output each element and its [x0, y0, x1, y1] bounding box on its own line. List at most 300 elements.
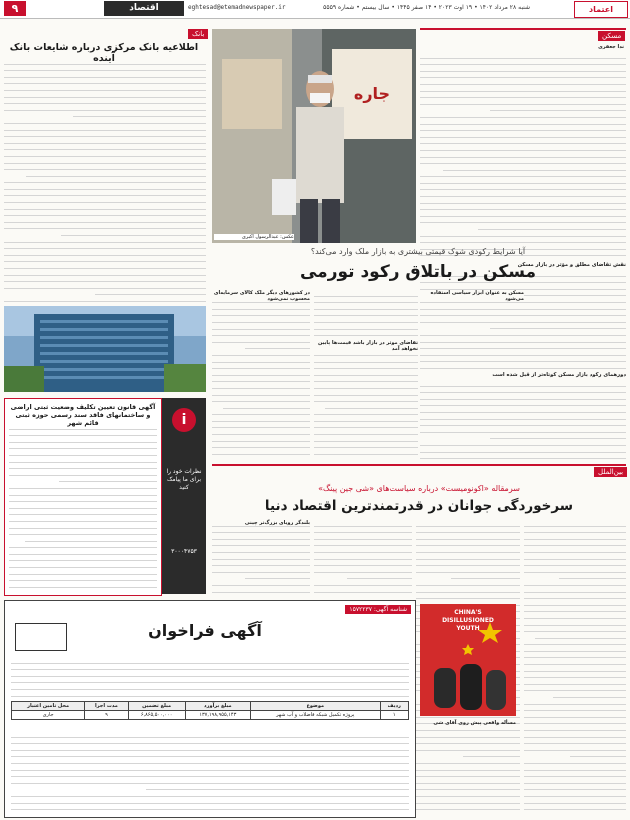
text-line	[11, 790, 409, 797]
text-line	[4, 282, 206, 289]
text-line	[11, 677, 409, 684]
section-title: اقتصاد	[104, 1, 184, 16]
text-line	[212, 586, 310, 593]
text-line	[420, 230, 626, 237]
housing-headline: مسکن در باتلاق رکود تورمی	[299, 262, 537, 282]
text-line	[212, 382, 310, 389]
text-line	[451, 573, 520, 580]
text-line	[9, 555, 157, 562]
economist-cover	[420, 604, 516, 716]
text-line	[420, 387, 626, 394]
page-number: ۹	[4, 1, 26, 16]
text-line	[420, 197, 626, 204]
text-line	[4, 117, 206, 124]
text-line	[416, 757, 520, 764]
text-line	[9, 423, 157, 430]
text-line	[416, 586, 520, 593]
text-line	[314, 560, 412, 567]
text-line	[314, 369, 418, 376]
text-line	[4, 203, 206, 210]
text-line	[9, 575, 157, 582]
text-line	[524, 685, 626, 692]
text-line	[416, 738, 520, 745]
municipality-logo	[15, 623, 67, 651]
text-line	[212, 428, 310, 435]
text-line	[4, 65, 206, 72]
photo-credit: عکس: عبدالرسول اکبری	[214, 234, 294, 240]
text-line	[212, 533, 310, 540]
text-line	[416, 533, 520, 540]
text-line	[73, 111, 206, 118]
text-line	[416, 790, 520, 797]
text-line	[9, 561, 157, 568]
text-line	[416, 520, 520, 527]
text-line	[478, 223, 626, 230]
center-col-b	[314, 290, 418, 460]
text-line	[4, 104, 206, 111]
intl-col-d	[524, 520, 626, 810]
text-line	[524, 527, 626, 534]
central-bank-photo	[4, 306, 206, 392]
right-article-3	[420, 380, 626, 460]
text-line	[4, 71, 206, 78]
text-line	[9, 489, 157, 496]
text-line	[416, 731, 520, 738]
rule	[420, 28, 626, 30]
text-line	[314, 422, 418, 429]
text-line	[25, 535, 157, 542]
text-line	[420, 138, 626, 145]
text-line	[314, 520, 412, 527]
tag-housing: مسکن	[598, 31, 625, 41]
text-line	[4, 183, 206, 190]
text-line	[420, 256, 626, 260]
text-line	[524, 626, 626, 633]
text-line	[9, 463, 157, 470]
text-line	[420, 336, 626, 343]
text-line	[4, 256, 206, 263]
text-line	[524, 560, 626, 567]
bank-article-body	[4, 58, 206, 320]
text-line	[4, 164, 206, 171]
notice-body	[9, 423, 157, 591]
rule-intl	[212, 464, 626, 466]
text-line	[416, 553, 520, 560]
sub-chinese-dream: بلندگر رویای بزرگ‌تر چینی	[212, 520, 310, 526]
tender-terms	[11, 731, 409, 811]
text-line	[524, 731, 626, 738]
text-line	[4, 91, 206, 98]
text-line	[11, 670, 409, 677]
table-cell: ۶,۸۶۵,۵۰۰,۰۰۰	[128, 711, 185, 720]
text-line	[223, 402, 310, 409]
text-line	[212, 422, 310, 429]
text-line	[524, 540, 626, 547]
text-line	[416, 579, 520, 586]
text-line	[420, 369, 626, 370]
text-line	[524, 698, 626, 705]
text-line	[4, 190, 206, 197]
text-line	[314, 376, 418, 383]
text-line	[9, 430, 157, 437]
text-line	[212, 540, 310, 547]
table-header-cell: ردیف	[380, 702, 408, 711]
table-header-cell: موضوع	[251, 702, 381, 711]
text-line	[212, 356, 310, 363]
text-line	[420, 426, 626, 433]
text-line	[212, 448, 310, 455]
text-line	[420, 459, 626, 460]
text-line	[524, 579, 626, 586]
text-line	[314, 586, 412, 593]
text-line	[416, 566, 520, 573]
text-line	[524, 533, 626, 540]
tender-table	[11, 701, 409, 720]
text-line	[524, 652, 626, 659]
text-line	[420, 151, 626, 158]
text-line	[314, 448, 418, 455]
text-line	[4, 216, 206, 223]
text-line	[314, 435, 418, 442]
text-line	[524, 586, 626, 593]
text-line	[490, 433, 626, 440]
table-cell: پروژه تکمیل شبکه فاضلاب و آب شهر	[251, 711, 381, 720]
svg-text:DISILLUSIONED: DISILLUSIONED	[442, 617, 494, 624]
text-line	[9, 469, 157, 476]
intl-headline: سرخوردگی جوانان در قدرتمندترین اقتصاد دنیا	[264, 498, 574, 514]
text-line	[212, 316, 310, 323]
text-line	[524, 619, 626, 626]
text-line	[314, 297, 418, 304]
text-line	[420, 362, 626, 369]
text-line	[314, 533, 412, 540]
text-line	[420, 303, 626, 310]
text-line	[420, 237, 626, 244]
text-line	[420, 217, 626, 224]
text-line	[490, 105, 626, 112]
text-line	[4, 150, 206, 157]
text-line	[420, 72, 626, 79]
text-line	[4, 177, 206, 184]
tender-intro	[11, 657, 409, 697]
text-line	[524, 764, 626, 771]
text-line	[524, 553, 626, 560]
text-line	[212, 363, 310, 370]
text-line	[420, 356, 626, 363]
text-line	[325, 402, 418, 409]
text-line	[420, 131, 626, 138]
text-line	[212, 310, 310, 317]
text-line	[11, 744, 409, 751]
sub-capital-good: در کشورهای دیگر ملک کالای سرمایه‌ای محسوب نمی‌شود	[213, 290, 310, 302]
text-line	[9, 568, 157, 575]
text-line	[4, 144, 206, 151]
table-cell: ۹	[85, 711, 128, 720]
intl-kicker: سرمقاله «اکونومیست» درباره سیاست‌های «شی جین پینگ»	[318, 484, 520, 493]
text-line	[212, 546, 310, 553]
text-line	[490, 323, 626, 330]
intl-col-a	[212, 520, 310, 596]
svg-text:جاره: جاره	[353, 84, 391, 103]
text-line	[212, 396, 310, 403]
text-line	[4, 98, 206, 105]
text-line	[4, 236, 206, 243]
bank-headline: اطلاعیه بانک مرکزی درباره شایعات بانک آینده	[9, 42, 199, 64]
text-line	[420, 349, 626, 356]
text-line	[416, 744, 520, 751]
text-line	[9, 449, 157, 456]
sub-political-tool: مسکن به عنوان ابزار سیاسی استفاده می‌شود	[420, 290, 524, 302]
text-line	[416, 560, 520, 567]
text-line	[212, 560, 310, 567]
text-line	[314, 442, 418, 449]
text-line	[11, 757, 409, 764]
text-line	[9, 482, 157, 489]
text-line	[314, 396, 418, 403]
text-line	[4, 243, 206, 250]
text-line	[524, 797, 626, 804]
center-col-a	[212, 290, 310, 460]
text-line	[212, 323, 310, 330]
text-line	[245, 343, 310, 350]
table-header-cell: محل تامین اعتبار	[12, 702, 85, 711]
text-line	[347, 573, 412, 580]
text-line	[416, 546, 520, 553]
text-line	[524, 593, 626, 600]
text-line	[314, 546, 412, 553]
text-line	[11, 751, 409, 758]
text-line	[11, 731, 409, 738]
text-line	[11, 738, 409, 745]
text-line	[420, 118, 626, 125]
text-line	[212, 330, 310, 337]
text-line	[11, 777, 409, 784]
text-line	[524, 599, 626, 606]
text-line	[420, 171, 626, 178]
housing-kicker: آیا شرایط رکودی شوک قیمتی بیشتری به بازار ملک وارد می‌کند؟	[310, 247, 526, 256]
text-line	[420, 111, 626, 118]
text-line	[212, 593, 310, 596]
text-line	[524, 520, 626, 527]
text-line	[4, 84, 206, 91]
text-line	[416, 540, 520, 547]
text-line	[314, 579, 412, 586]
text-line	[420, 85, 626, 92]
sub-demand: نقش تقاضای مطلق و مؤثر در بازار مسکن	[517, 262, 626, 268]
text-line	[420, 190, 626, 197]
text-line	[524, 665, 626, 672]
text-line	[420, 400, 626, 407]
text-line	[420, 144, 626, 151]
text-line	[420, 439, 626, 446]
text-line	[524, 672, 626, 679]
text-line	[212, 553, 310, 560]
table-header-cell: مدت اجرا	[85, 702, 128, 711]
tender-ad	[4, 600, 416, 818]
text-line	[314, 428, 418, 435]
text-line	[314, 415, 418, 422]
text-line	[4, 295, 206, 302]
text-line	[524, 784, 626, 791]
right-article-2	[420, 270, 626, 370]
text-line	[11, 657, 409, 664]
table-header-cell: مبلغ برآورد	[185, 702, 250, 711]
text-line	[9, 529, 157, 536]
text-line	[524, 606, 626, 613]
text-line	[314, 356, 418, 363]
text-line	[420, 78, 626, 85]
text-line	[416, 804, 520, 810]
tag-bank: بانک	[188, 29, 208, 39]
text-line	[420, 92, 626, 99]
text-line	[416, 593, 520, 600]
text-line	[314, 593, 412, 596]
text-line	[9, 515, 157, 522]
text-line	[420, 316, 626, 323]
sms-number: ۳۰۰۰۴۷۵۳	[171, 548, 197, 555]
text-line	[9, 502, 157, 509]
text-line	[146, 784, 409, 791]
text-line	[524, 658, 626, 665]
text-line	[416, 764, 520, 771]
text-line	[26, 170, 206, 177]
info-icon: i	[172, 408, 196, 432]
tag-intl: بین‌الملل	[594, 467, 627, 477]
text-line	[524, 645, 626, 652]
text-line	[11, 810, 409, 811]
text-line	[570, 751, 626, 758]
text-line	[314, 540, 412, 547]
text-line	[212, 442, 310, 449]
text-line	[4, 137, 206, 144]
text-line	[9, 436, 157, 443]
text-line	[9, 496, 157, 503]
text-line	[416, 771, 520, 778]
right-article-1	[420, 52, 626, 260]
sms-box	[162, 398, 206, 594]
text-line	[314, 553, 412, 560]
text-line	[524, 744, 626, 751]
text-line	[314, 363, 418, 370]
text-line	[95, 289, 206, 296]
text-line	[524, 790, 626, 797]
text-line	[420, 52, 626, 59]
text-line	[245, 573, 310, 580]
text-line	[4, 210, 206, 217]
text-line	[559, 573, 626, 580]
text-line	[524, 804, 626, 810]
text-line	[314, 527, 412, 534]
text-line	[314, 409, 418, 416]
text-line	[212, 349, 310, 356]
text-line	[524, 678, 626, 685]
text-line	[420, 177, 626, 184]
text-line	[9, 542, 157, 549]
text-line	[4, 78, 206, 85]
text-line	[420, 98, 626, 105]
text-line	[212, 415, 310, 422]
dateline: شنبه ۲۸ مرداد ۱۴۰۲ • ۱۹ اوت ۲۰۲۳ • ۱۴ صفر ۱۴۴۵ • سال بیستم • شماره ۵۵۵۹	[323, 4, 530, 11]
section-email: eghtesad@etemadnewspaper.ir	[188, 4, 286, 11]
text-line	[420, 420, 626, 427]
text-line	[314, 310, 418, 317]
text-line	[524, 546, 626, 553]
text-line	[524, 566, 626, 573]
text-line	[420, 380, 626, 387]
land-registry-notice	[4, 398, 162, 596]
text-line	[11, 804, 409, 811]
ad-code: شناسه آگهی: ۱۵۷۲۲۳۷	[345, 605, 411, 614]
text-line	[314, 323, 418, 330]
text-line	[314, 382, 418, 389]
sub-real-problem: مسأله واقعی پیش روی آقای شی	[433, 720, 516, 726]
text-line	[535, 632, 626, 639]
text-line	[212, 435, 310, 442]
text-line	[524, 718, 626, 725]
author: ندا جعفری	[598, 44, 624, 50]
text-line	[416, 797, 520, 804]
text-line	[524, 777, 626, 784]
table-cell: ۱۳۷,۱۹۸,۹۵۵,۱۴۳	[185, 711, 250, 720]
text-line	[524, 724, 626, 731]
text-line	[9, 443, 157, 450]
text-line	[416, 784, 520, 791]
text-line	[9, 588, 157, 591]
text-line	[420, 329, 626, 336]
text-line	[420, 446, 626, 453]
text-line	[9, 509, 157, 516]
text-line	[4, 157, 206, 164]
text-line	[524, 738, 626, 745]
sub-recession: دورهمای رکود بازار مسکن کوتاه‌تر از قبل شده است	[492, 372, 626, 378]
text-line	[11, 764, 409, 771]
text-line	[11, 690, 409, 697]
text-line	[524, 639, 626, 646]
text-line	[4, 269, 206, 276]
text-line	[4, 131, 206, 138]
text-line	[524, 757, 626, 764]
text-line	[212, 579, 310, 586]
sub-effective-demand: تقاضای موثر در بازار باشد قیمت‌ها پایین نخواهد آمد	[314, 340, 418, 352]
table-header-cell: مبلغ تضمین	[128, 702, 185, 711]
text-line	[314, 316, 418, 323]
text-line	[314, 290, 418, 297]
text-line	[420, 65, 626, 72]
text-line	[314, 455, 418, 460]
text-line	[9, 522, 157, 529]
text-line	[11, 683, 409, 690]
text-line	[212, 336, 310, 343]
text-line	[420, 204, 626, 211]
text-line	[553, 691, 626, 698]
text-line	[9, 548, 157, 555]
text-line	[212, 303, 310, 310]
tender-headline: آگهی فراخوان	[148, 621, 262, 640]
sms-text: نظرات خود را برای ما پیامک کنید	[166, 468, 202, 491]
notice-title: آگهی قانون تعیین تکلیف وضعیت ثبتی اراضی و ساختمانهای فاقد سند رسمی حوزه ثبتی قائم شهر	[10, 403, 156, 427]
text-line	[463, 751, 520, 758]
text-line	[420, 453, 626, 460]
text-line	[420, 406, 626, 413]
table-cell: ۱	[380, 711, 408, 720]
text-line	[9, 581, 157, 588]
text-line	[11, 771, 409, 778]
text-line	[212, 376, 310, 383]
newspaper-logo: اعتماد	[574, 1, 628, 18]
text-line	[443, 164, 626, 171]
text-line	[4, 249, 206, 256]
text-line	[416, 527, 520, 534]
